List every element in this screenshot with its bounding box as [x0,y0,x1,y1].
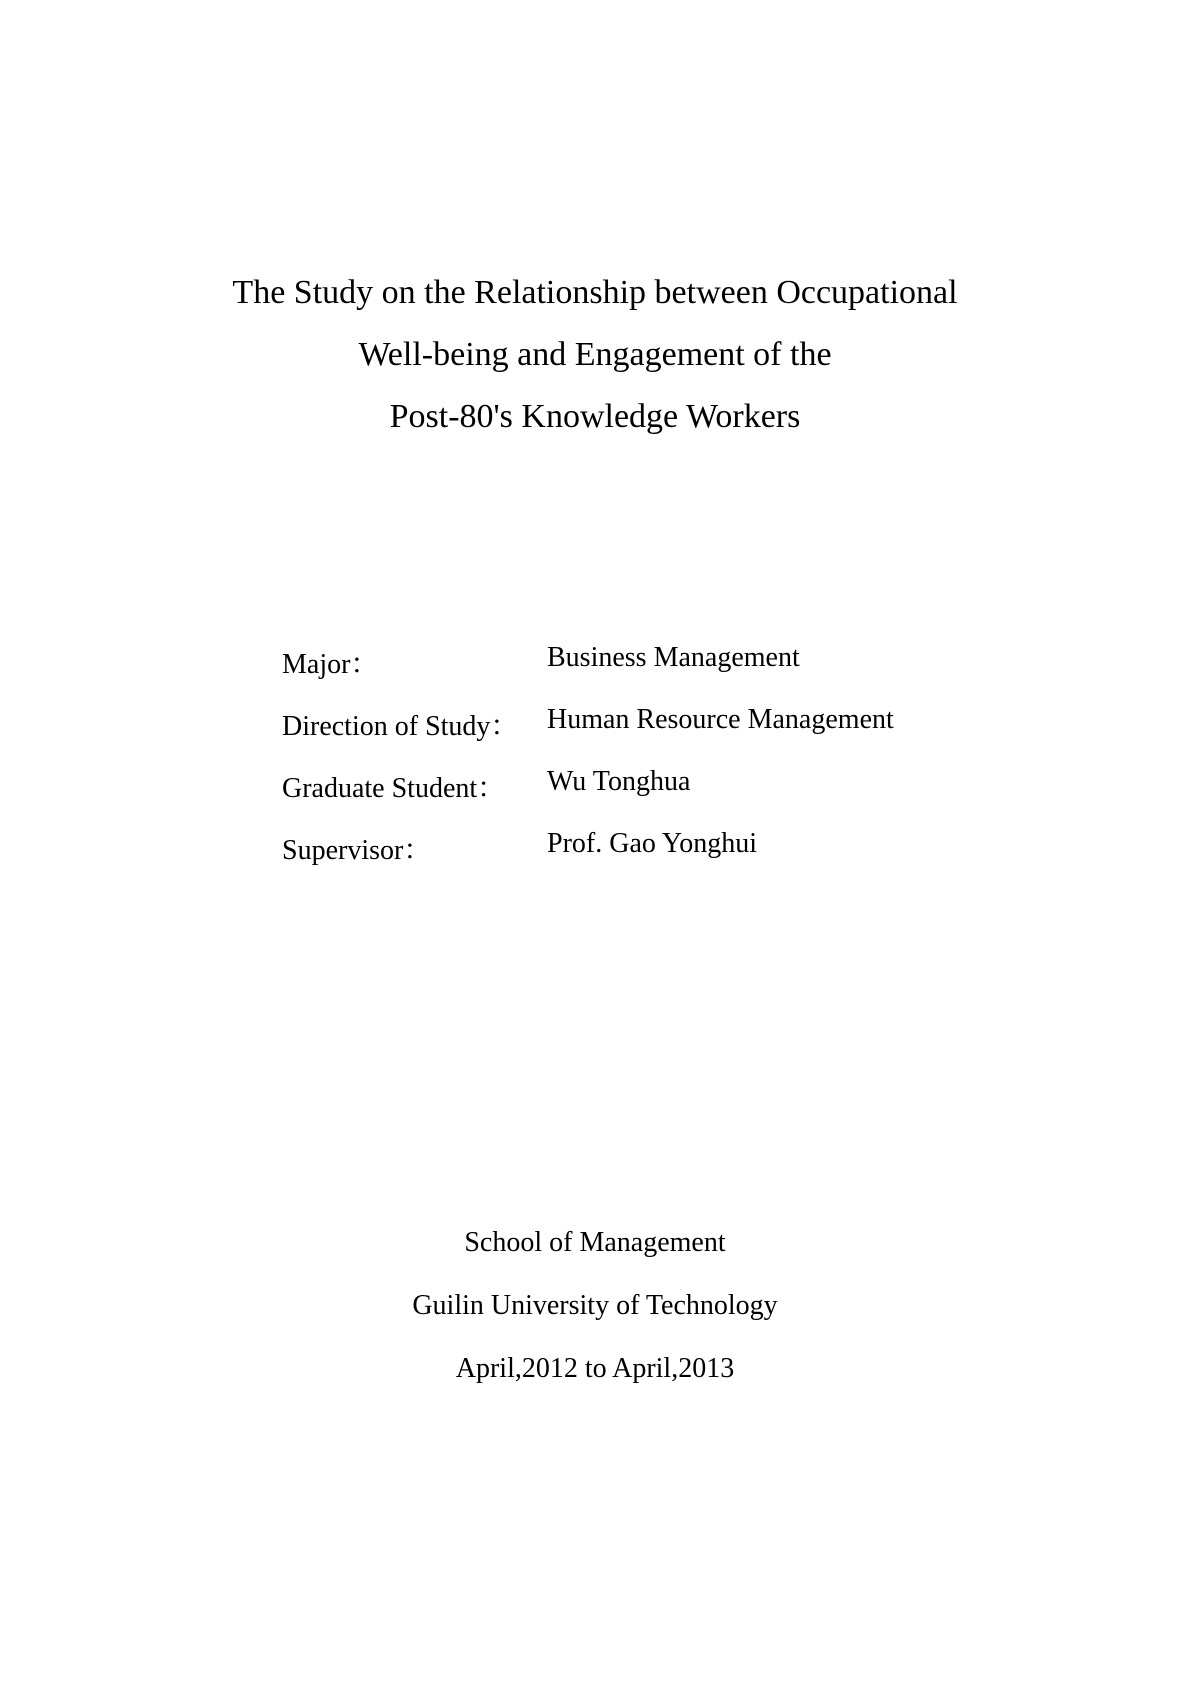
info-row-major [282,642,894,704]
info-row-direction [282,704,894,766]
date-range: April,2012 to April,2013 [455,1353,735,1384]
title-line-1: The Study on the Relationship between Occupational [232,274,958,311]
direction-label: Direction of Study： [282,711,519,742]
supervisor-label: Supervisor： [282,835,432,866]
school-name: School of Management [464,1227,726,1258]
major-value: Business Management [547,642,800,673]
info-row-supervisor [282,828,894,890]
student-value: Wu Tonghua [547,766,691,797]
direction-value: Human Resource Management [547,704,894,735]
title-line-2: Well-being and Engagement of the [358,336,832,373]
info-row-student [282,766,894,828]
institution-footer [0,1211,1190,1400]
major-label: Major： [282,649,379,680]
title-line-3: Post-80's Knowledge Workers [389,398,801,435]
student-label: Graduate Student： [282,773,506,804]
thesis-info [282,642,894,890]
thesis-title [0,262,1190,448]
supervisor-value: Prof. Gao Yonghui [547,828,758,859]
university-name: Guilin University of Technology [412,1290,778,1321]
